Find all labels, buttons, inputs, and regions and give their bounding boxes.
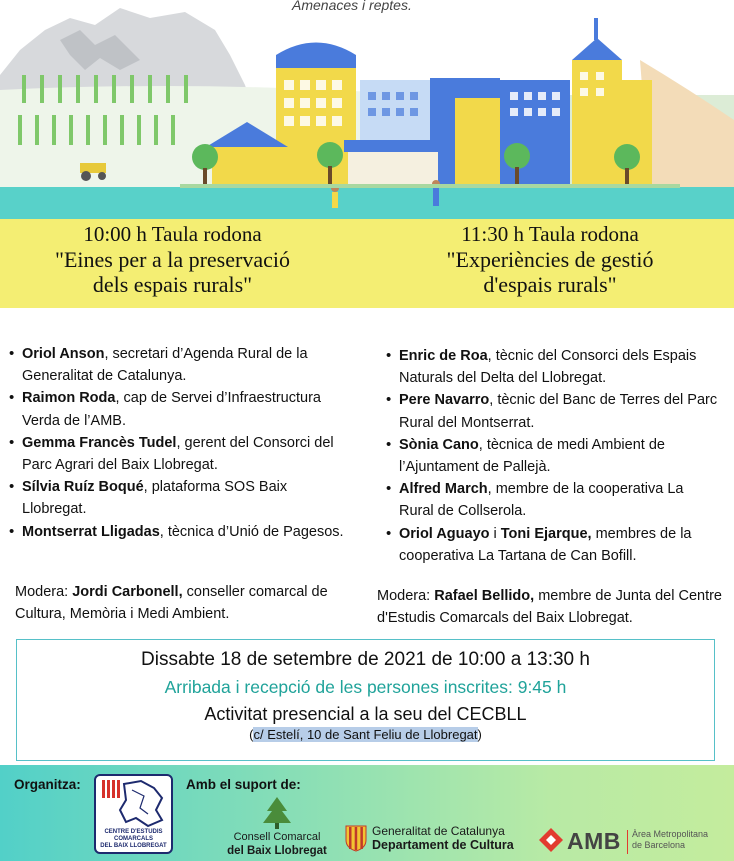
suport-label: Amb el suport de: [186, 777, 301, 792]
amb-separator [627, 830, 628, 854]
speaker-name: Raimon Roda [22, 390, 116, 407]
session-2-moderator [377, 585, 722, 629]
moderator-role: conseller comarcal de Cultura, Memòria i Medi Ambient. [15, 584, 328, 622]
event-info-box [16, 639, 715, 761]
moderator-label: Modera: [377, 588, 431, 604]
speaker-name: Pere Navarro [399, 392, 490, 409]
footer-sponsors [0, 765, 734, 861]
moderator-role: membre de Junta del Centre d'Estudis Comarcals del Baix Llobregat. [377, 588, 722, 626]
session-2-title-line2: d'espais rurals" [483, 272, 617, 297]
moderator-label: Modera: [15, 584, 69, 600]
amb-diamond-icon [537, 826, 565, 854]
organitza-label: Organitza: [14, 777, 81, 792]
gencat-line2: Departament de Cultura [372, 838, 514, 852]
event-activity: Activitat presencial a la seu del CECBLL [204, 704, 527, 724]
generalitat-logo [344, 824, 514, 857]
speaker-item [9, 387, 354, 431]
speaker-item [9, 432, 354, 476]
speaker-item [9, 476, 354, 520]
session-1-title-line1: "Eines per a la preservació [55, 247, 290, 272]
session-1-moderator [15, 581, 355, 625]
cecbll-map-icon [96, 776, 173, 832]
session-2-title-line1: "Experiències de gestió [446, 247, 654, 272]
amb-desc-line1: Àrea Metropolitana [632, 829, 709, 839]
speaker-role: membres de la cooperativa La Tartana de Can Bofill. [399, 525, 692, 564]
event-arrival: Arribada i recepció de les persones inscrites: 9:45 h [164, 677, 567, 697]
session-2-speakers [386, 345, 721, 567]
city-rural-illustration [0, 0, 734, 220]
speaker-role: , gerent del Consorci del Parc Agrari del Baix Llobregat. [22, 434, 334, 474]
speaker-role: , membre de la cooperativa La Rural de Collserola. [399, 481, 684, 520]
amb-desc-line2: de Barcelona [632, 840, 686, 850]
header-illustration [0, 0, 734, 220]
speaker-connector: i [489, 525, 501, 542]
generalitat-shield-icon [344, 824, 368, 852]
speaker-item [386, 478, 721, 522]
speaker-name: Toni Ejarque, [500, 525, 592, 542]
cecbll-line2: COMARCALS [114, 836, 153, 843]
event-date: Dissabte 18 de setembre de 2021 de 10:00 a 13:30 h [141, 649, 590, 670]
speaker-role: , tècnica de medi Ambient de l’Ajuntament de Pallejà. [399, 436, 665, 476]
cecbll-logo [94, 774, 173, 854]
cecbll-line3: DEL BAIX LLOBREGAT [100, 843, 167, 850]
session-titles-band [0, 219, 734, 308]
consell-comarcal-logo [222, 795, 332, 858]
speaker-name: Alfred March [399, 481, 488, 498]
speaker-name: Enric de Roa [399, 348, 488, 364]
address-close-paren: ) [477, 727, 482, 742]
event-address [17, 726, 714, 743]
speaker-item [386, 345, 721, 389]
session-2-title [385, 222, 715, 297]
speaker-role: , tècnic del Banc de Terres del Parc Rural del Montserrat. [399, 392, 718, 431]
speaker-name: Oriol Anson [22, 346, 105, 362]
session-1-title-line2: dels espais rurals" [92, 272, 253, 297]
moderator-name: Rafael Bellido, [434, 588, 535, 604]
speaker-name: Gemma Francès Tudel [22, 434, 177, 451]
session-1-speakers [9, 343, 354, 543]
speaker-role: , tècnica d’Unió de Pagesos. [159, 523, 344, 540]
consell-line1: Consell Comarcal [233, 831, 321, 843]
gencat-line1: Generalitat de Catalunya [372, 824, 505, 838]
address-text: c/ Estelí, 10 de Sant Feliu de Llobregat [253, 727, 478, 742]
speaker-item [9, 521, 354, 543]
speaker-item [386, 389, 721, 433]
speaker-role: , tècnic del Consorci dels Espais Naturals del Delta del Llobregat. [399, 348, 697, 387]
moderator-name: Jordi Carbonell, [72, 584, 183, 600]
speaker-role: , cap de Servei d’Infraestructura Verda de l’AMB. [22, 390, 321, 429]
consell-tree-icon [257, 795, 297, 831]
speaker-name: Oriol Aguayo [399, 525, 490, 542]
header-subtitle: Amenaces i reptes. [292, 0, 412, 13]
speaker-name: Sílvia Ruíz Boqué [22, 479, 144, 496]
consell-line2: del Baix Llobregat [227, 845, 327, 857]
cecbll-line1: CENTRE D'ESTUDIS [104, 829, 163, 835]
speaker-role: , secretari d’Agenda Rural de la Generalitat de Catalunya. [22, 346, 308, 385]
amb-word: AMB [567, 828, 621, 854]
cecbll-text [99, 829, 168, 851]
session-1-time: 10:00 h Taula rodona [83, 222, 262, 246]
speaker-item [9, 343, 354, 387]
session-2-time: 11:30 h Taula rodona [461, 222, 639, 246]
speaker-name: Montserrat Lligadas [22, 523, 160, 540]
amb-logo [537, 826, 709, 859]
speaker-name: Sònia Cano [399, 436, 479, 453]
address-open-paren: ( [249, 727, 254, 742]
speaker-item [386, 434, 721, 478]
amb-description [632, 829, 708, 851]
session-1-title [0, 222, 345, 297]
speaker-role: , plataforma SOS Baix Llobregat. [22, 479, 288, 518]
speaker-item [386, 523, 721, 567]
